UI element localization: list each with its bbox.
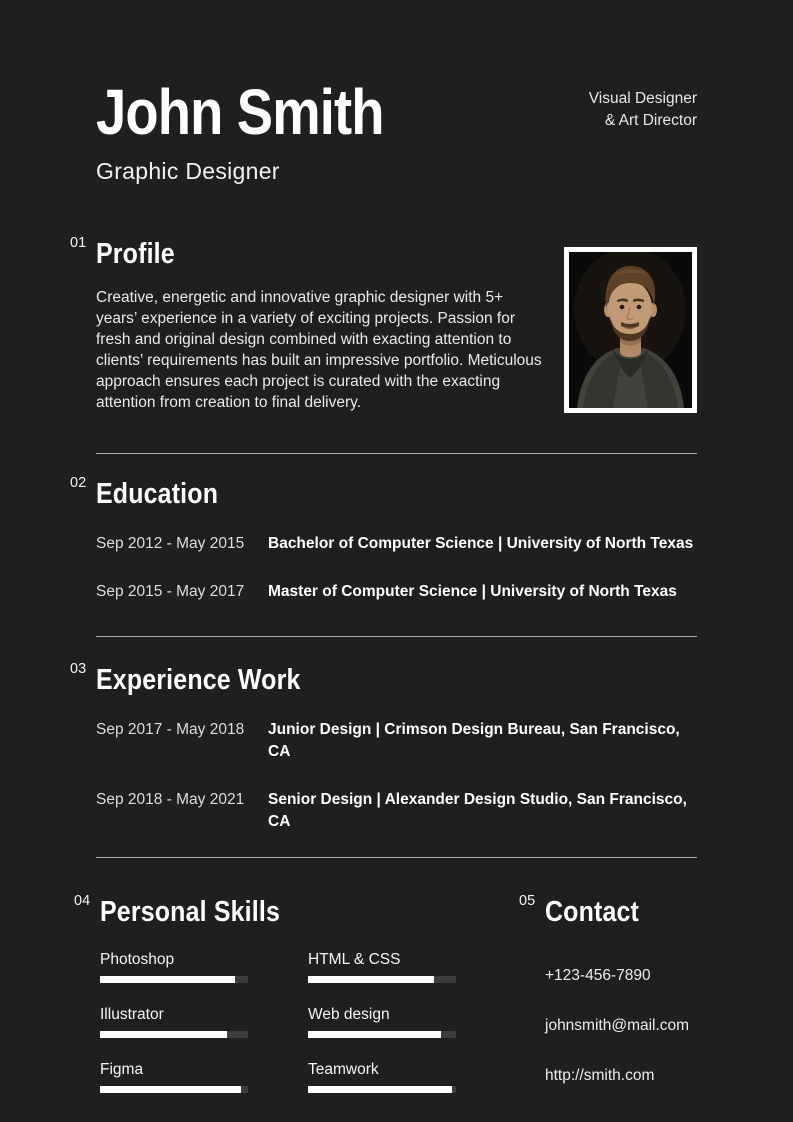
skill-label: Illustrator — [100, 1006, 164, 1023]
tagline — [589, 88, 697, 132]
education-dates: Sep 2012 - May 2015 — [96, 535, 245, 552]
skill-bar — [308, 1031, 456, 1038]
education-dates: Sep 2015 - May 2017 — [96, 583, 245, 600]
skill-bar — [308, 976, 456, 983]
skill-item — [308, 1061, 456, 1093]
experience-detail: Senior Design | Alexander Design Studio, San Francisco, CA — [268, 791, 687, 830]
skill-label: Teamwork — [308, 1061, 379, 1078]
education-row — [96, 533, 697, 555]
experience-dates: Sep 2017 - May 2018 — [96, 721, 245, 738]
section-contact — [519, 893, 697, 1115]
skill-bar-fill — [100, 976, 235, 983]
tagline-line-1: Visual Designer — [588, 90, 697, 107]
skill-bar-fill — [308, 1031, 441, 1038]
experience-heading — [70, 661, 697, 697]
skill-label: Figma — [100, 1061, 144, 1078]
portrait-illustration — [569, 252, 692, 408]
skills-heading — [74, 893, 460, 929]
portrait-photo — [564, 247, 697, 413]
skill-item — [308, 951, 456, 983]
skill-label: Photoshop — [100, 951, 175, 968]
section-title: Contact — [545, 896, 640, 928]
contact-email[interactable]: johnsmith@mail.com — [545, 1017, 690, 1034]
bottom-row — [74, 893, 697, 1115]
section-number: 02 — [70, 475, 87, 491]
profile-text: Creative, energetic and innovative graphic designer with 5+ years’ experience in a variety of exciting projects. Passion for fresh and original design combined with exacting attention to clients’ requirements has built an impressive portfolio. Meticulous approach ensures each project is curated with the exacting attention from creation to final delivery. — [96, 289, 542, 411]
tagline-line-2: & Art Director — [604, 112, 697, 129]
experience-dates: Sep 2018 - May 2021 — [96, 791, 245, 808]
section-number: 04 — [74, 893, 91, 909]
section-title: Personal Skills — [100, 896, 281, 928]
contact-website[interactable]: http://smith.com — [545, 1067, 655, 1084]
section-skills — [74, 893, 460, 1115]
skill-bar-fill — [308, 976, 434, 983]
skill-item — [100, 1061, 248, 1093]
skill-bar — [308, 1086, 456, 1093]
section-title: Profile — [96, 238, 175, 270]
section-number: 01 — [70, 235, 87, 251]
contact-phone[interactable]: +123-456-7890 — [545, 967, 651, 984]
experience-detail: Junior Design | Crimson Design Bureau, San Francisco, CA — [268, 721, 680, 760]
education-rows — [96, 533, 697, 603]
header — [96, 0, 697, 185]
education-detail: Master of Computer Science | University of North Texas — [268, 583, 677, 600]
section-title: Education — [96, 478, 219, 510]
education-row — [96, 581, 697, 603]
experience-row — [96, 789, 697, 833]
section-experience — [70, 661, 697, 833]
section-title: Experience Work — [96, 664, 301, 696]
skill-item — [100, 951, 248, 983]
education-detail: Bachelor of Computer Science | University of North Texas — [268, 535, 694, 552]
skill-bar-fill — [100, 1086, 241, 1093]
contact-heading — [519, 893, 697, 929]
section-divider — [96, 636, 697, 637]
person-name: John Smith — [96, 76, 384, 148]
skill-bar — [100, 1031, 248, 1038]
experience-row — [96, 719, 697, 763]
skill-item — [100, 1006, 248, 1038]
skill-bar-fill — [308, 1086, 452, 1093]
section-number: 03 — [70, 661, 87, 677]
skills-grid — [100, 951, 460, 1093]
section-education — [70, 475, 697, 603]
section-divider — [96, 453, 697, 454]
skill-bar-fill — [100, 1031, 227, 1038]
section-profile — [70, 235, 697, 413]
skill-bar — [100, 1086, 248, 1093]
skill-label: Web design — [308, 1006, 390, 1023]
skill-item — [308, 1006, 456, 1038]
education-heading — [70, 475, 697, 511]
section-number: 05 — [519, 893, 536, 909]
skill-label: HTML & CSS — [308, 951, 401, 968]
contact-list — [545, 965, 697, 1087]
person-role: Graphic Designer — [96, 158, 280, 184]
section-divider — [96, 857, 697, 858]
experience-rows — [96, 719, 697, 833]
skill-bar — [100, 976, 248, 983]
